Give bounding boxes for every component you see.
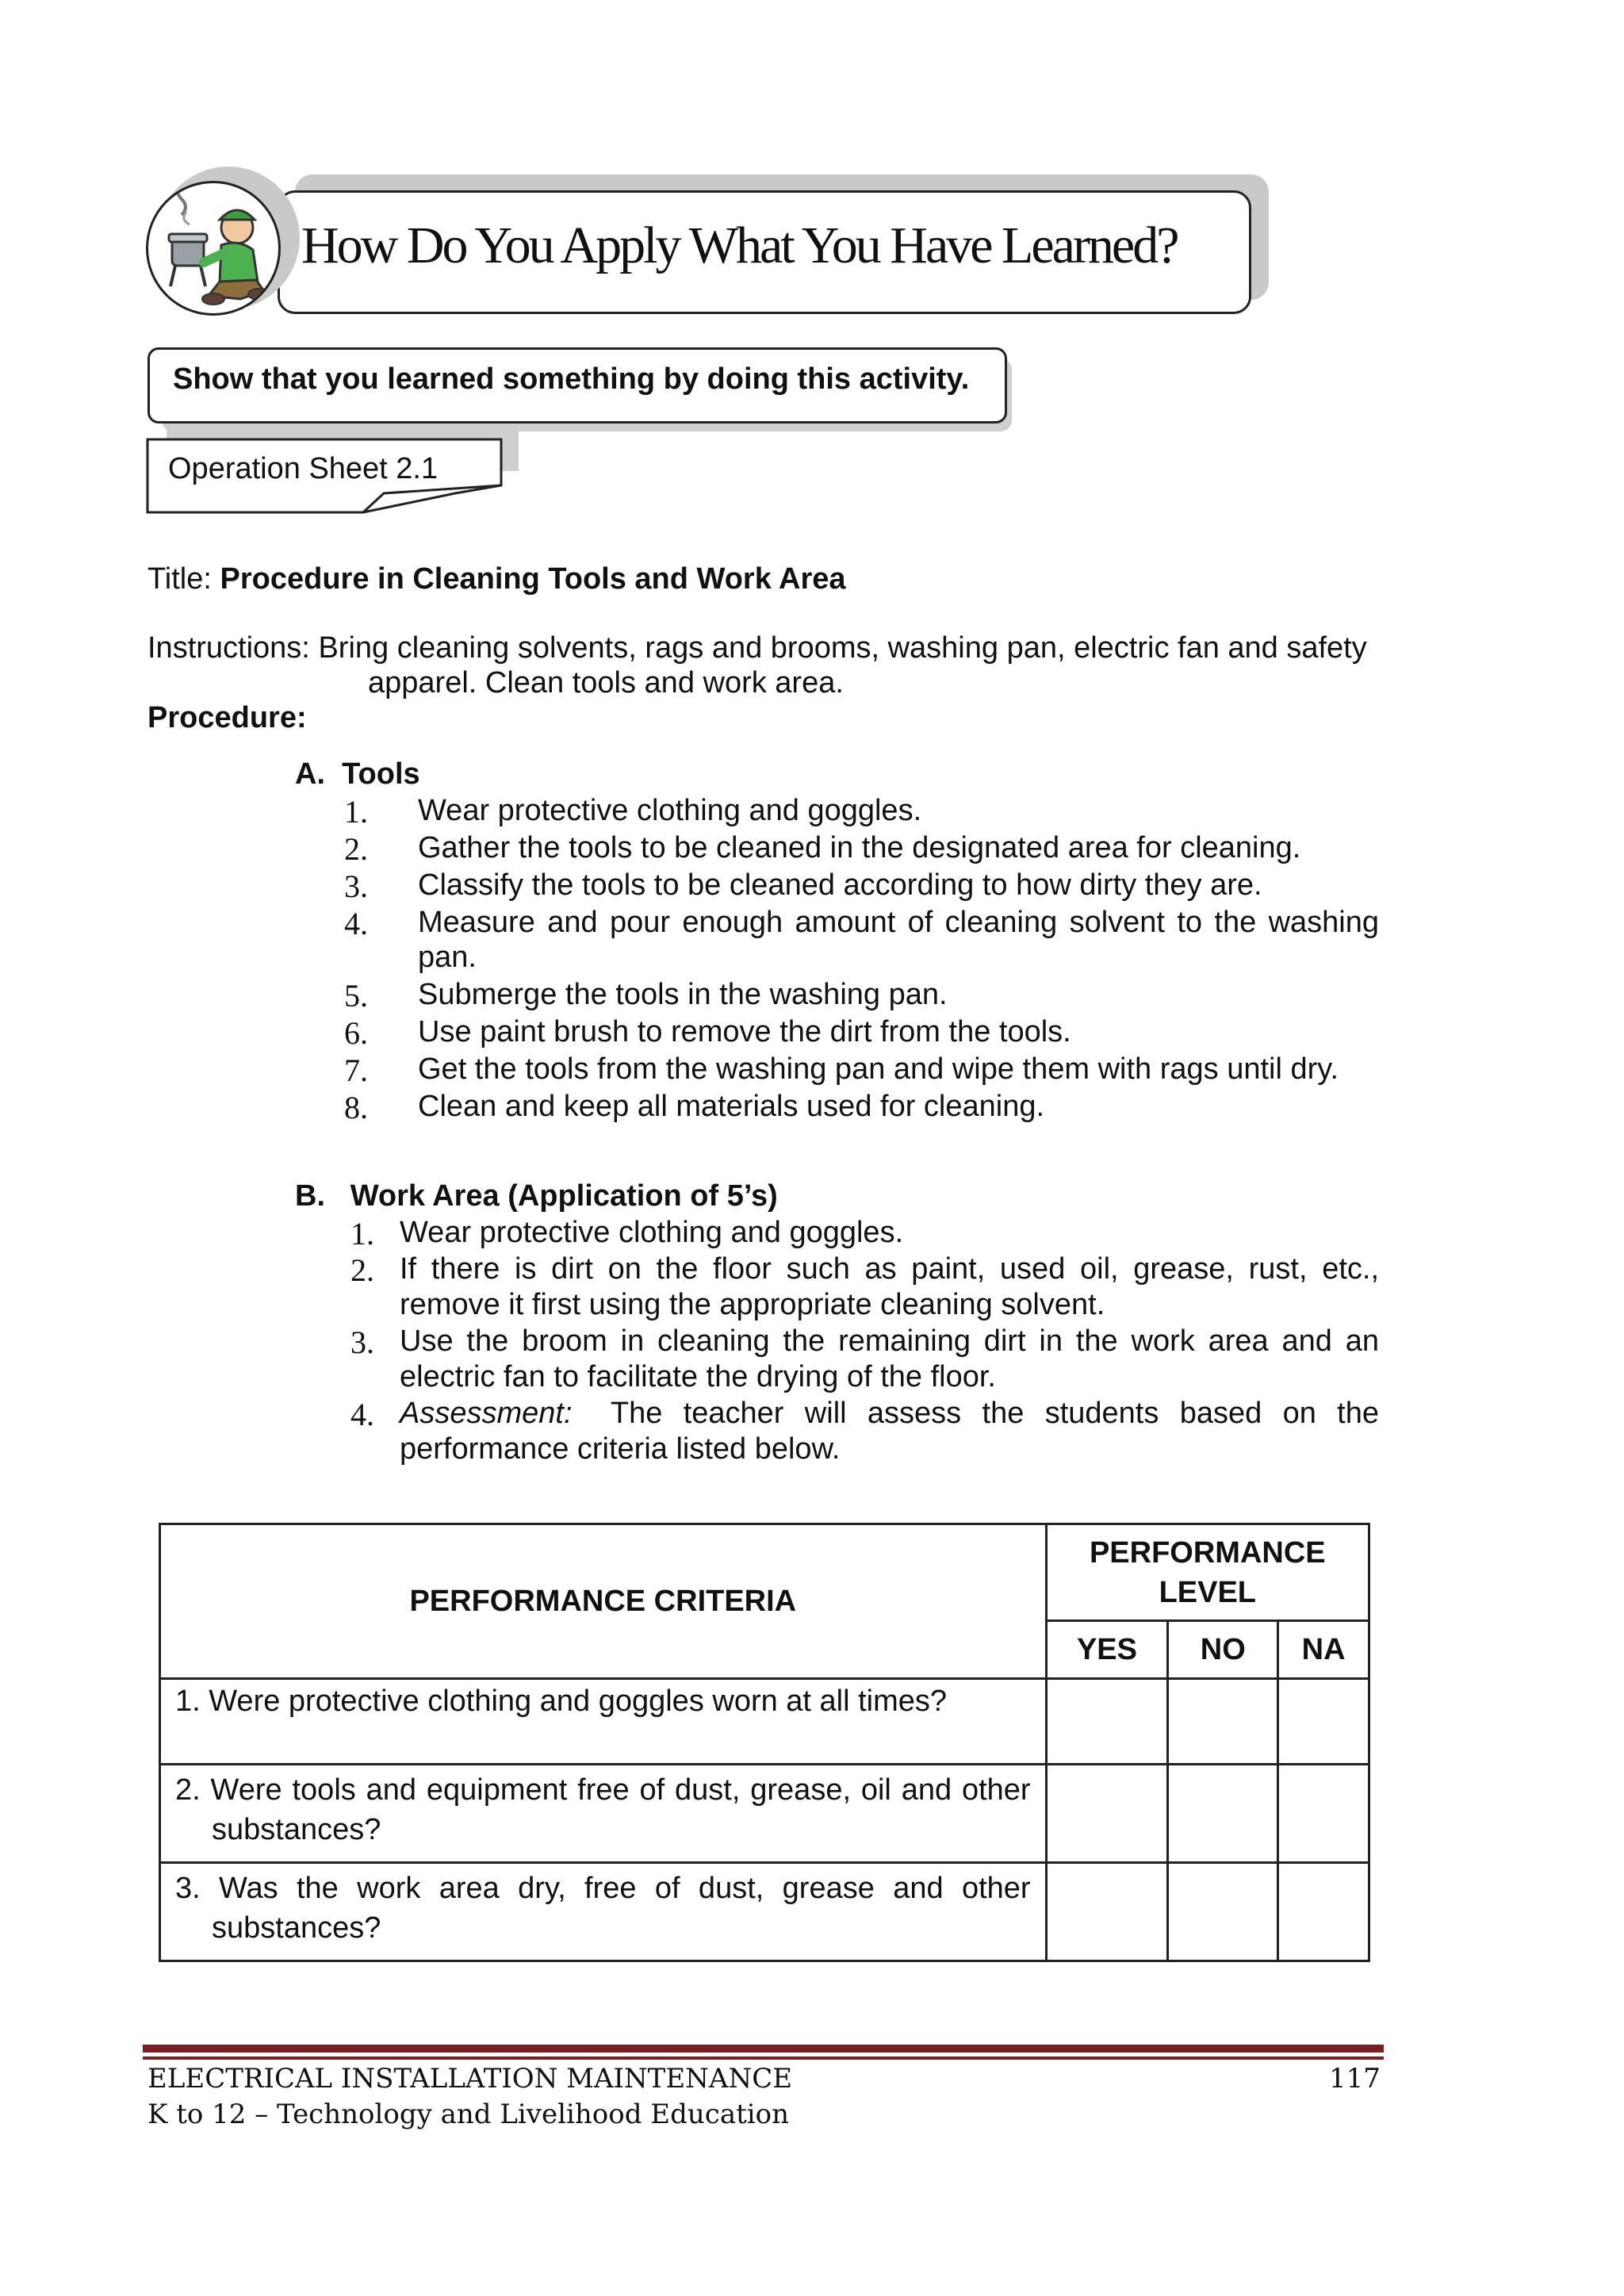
instructions-line1 [147,631,1367,665]
title-line [147,562,846,596]
instructions-text-2: apparel. Clean tools and work area. [368,666,844,700]
no-cell[interactable] [1168,1679,1278,1765]
instructions-label: Instructions: [147,631,310,665]
no-cell[interactable] [1168,1765,1278,1863]
step-number: 8. [344,1090,368,1125]
section-b-letter: B. [295,1179,325,1213]
na-cell[interactable] [1278,1863,1369,1961]
step-text-continued: electric fan to facilitate the drying of the floor. [400,1360,996,1393]
step-text-continued: remove it first using the appropriate cleaning solvent. [400,1288,1105,1321]
section-a-heading [295,757,420,792]
level-yes-header: YES [1046,1621,1168,1679]
criteria-column-header: PERFORMANCE CRITERIA [160,1524,1047,1679]
section-b-heading [295,1179,778,1213]
footer-program: K to 12 – Technology and Livelihood Education [147,2099,789,2130]
page-title: How Do You Apply What You Have Learned? [301,217,1178,274]
table-row [160,1679,1369,1765]
criteria-text-continued: substances? [212,1813,381,1846]
section-b-title: Work Area (Application of 5’s) [350,1179,778,1213]
step-number: 7. [344,1052,368,1088]
page-number: 117 [1329,2063,1381,2095]
step-text: If there is dirt on the floor such as paint, used oil, grease, rust, etc., [400,1252,1379,1286]
instruction-text: Show that you learned something by doing this activity. [173,362,970,396]
na-cell[interactable] [1278,1765,1369,1863]
step-number: 4. [350,1397,374,1432]
section-a-title: Tools [342,757,420,791]
no-cell[interactable] [1168,1863,1278,1961]
step-text: Clean and keep all materials used for cleaning. [418,1090,1045,1123]
step-number: 1. [350,1216,374,1251]
procedure-label: Procedure: [147,701,307,734]
step-text: Wear protective clothing and goggles. [418,794,922,827]
step-text: Use the broom in cleaning the remaining dirt in the work area and an [400,1324,1379,1358]
footer-course: ELECTRICAL INSTALLATION MAINTENANCE [147,2063,793,2095]
assessment-label: Assessment: [400,1397,573,1430]
criteria-text: 3. Was the work area dry, free of dust, grease and other [175,1872,1031,1905]
section-a-letter: A. [295,757,325,791]
footer-rule [143,2045,1384,2053]
criteria-text: 2. Were tools and equipment free of dust, grease, oil and other [175,1773,1031,1807]
level-no-header: NO [1168,1621,1278,1679]
step-number: 3. [350,1324,374,1360]
title-label: Title: [147,562,212,596]
step-text [400,1397,1379,1431]
step-number: 3. [344,868,368,904]
step-text-continued: performance criteria listed below. [400,1432,841,1466]
instructions-text-1: Bring cleaning solvents, rags and brooms, washing pan, electric fan and safety [318,631,1367,665]
yes-cell[interactable] [1046,1765,1168,1863]
yes-cell[interactable] [1046,1863,1168,1961]
performance-criteria-table [159,1523,1370,1962]
step-text: Wear protective clothing and goggles. [400,1216,904,1249]
level-column-header: PERFORMANCE LEVEL [1046,1524,1369,1621]
step-text: Classify the tools to be cleaned according to how dirty they are. [418,868,1262,902]
step-number: 5. [344,978,368,1014]
criteria-text-continued: substances? [212,1911,381,1945]
table-row [160,1863,1369,1961]
step-text: Submerge the tools in the washing pan. [418,978,948,1011]
criteria-cell [160,1765,1047,1863]
step-number: 4. [344,906,368,941]
criteria-cell [160,1679,1047,1765]
step-number: 6. [344,1015,368,1051]
step-number: 2. [350,1252,374,1288]
step-number: 2. [344,831,368,867]
table-row [160,1765,1369,1863]
step-text: Use paint brush to remove the dirt from the tools. [418,1015,1071,1048]
step-text: Get the tools from the washing pan and wipe them with rags until dry. [418,1052,1339,1086]
na-cell[interactable] [1278,1679,1369,1765]
yes-cell[interactable] [1046,1679,1168,1765]
criteria-cell [160,1863,1047,1961]
step-text-continued: pan. [418,941,477,974]
worker-cleaning-icon [146,181,281,316]
criteria-text: 1. Were protective clothing and goggles worn at all times? [175,1685,948,1718]
step-number: 1. [344,794,368,830]
level-na-header: NA [1278,1621,1369,1679]
step-text: Measure and pour enough amount of cleaning solvent to the washing [418,906,1379,939]
footer-rule-thin [143,2056,1384,2060]
operation-sheet-label: Operation Sheet 2.1 [168,452,439,485]
assessment-text: The teacher will assess the students based on the [589,1397,1380,1430]
title-value: Procedure in Cleaning Tools and Work Area [220,562,846,596]
step-text: Gather the tools to be cleaned in the designated area for cleaning. [418,831,1301,864]
